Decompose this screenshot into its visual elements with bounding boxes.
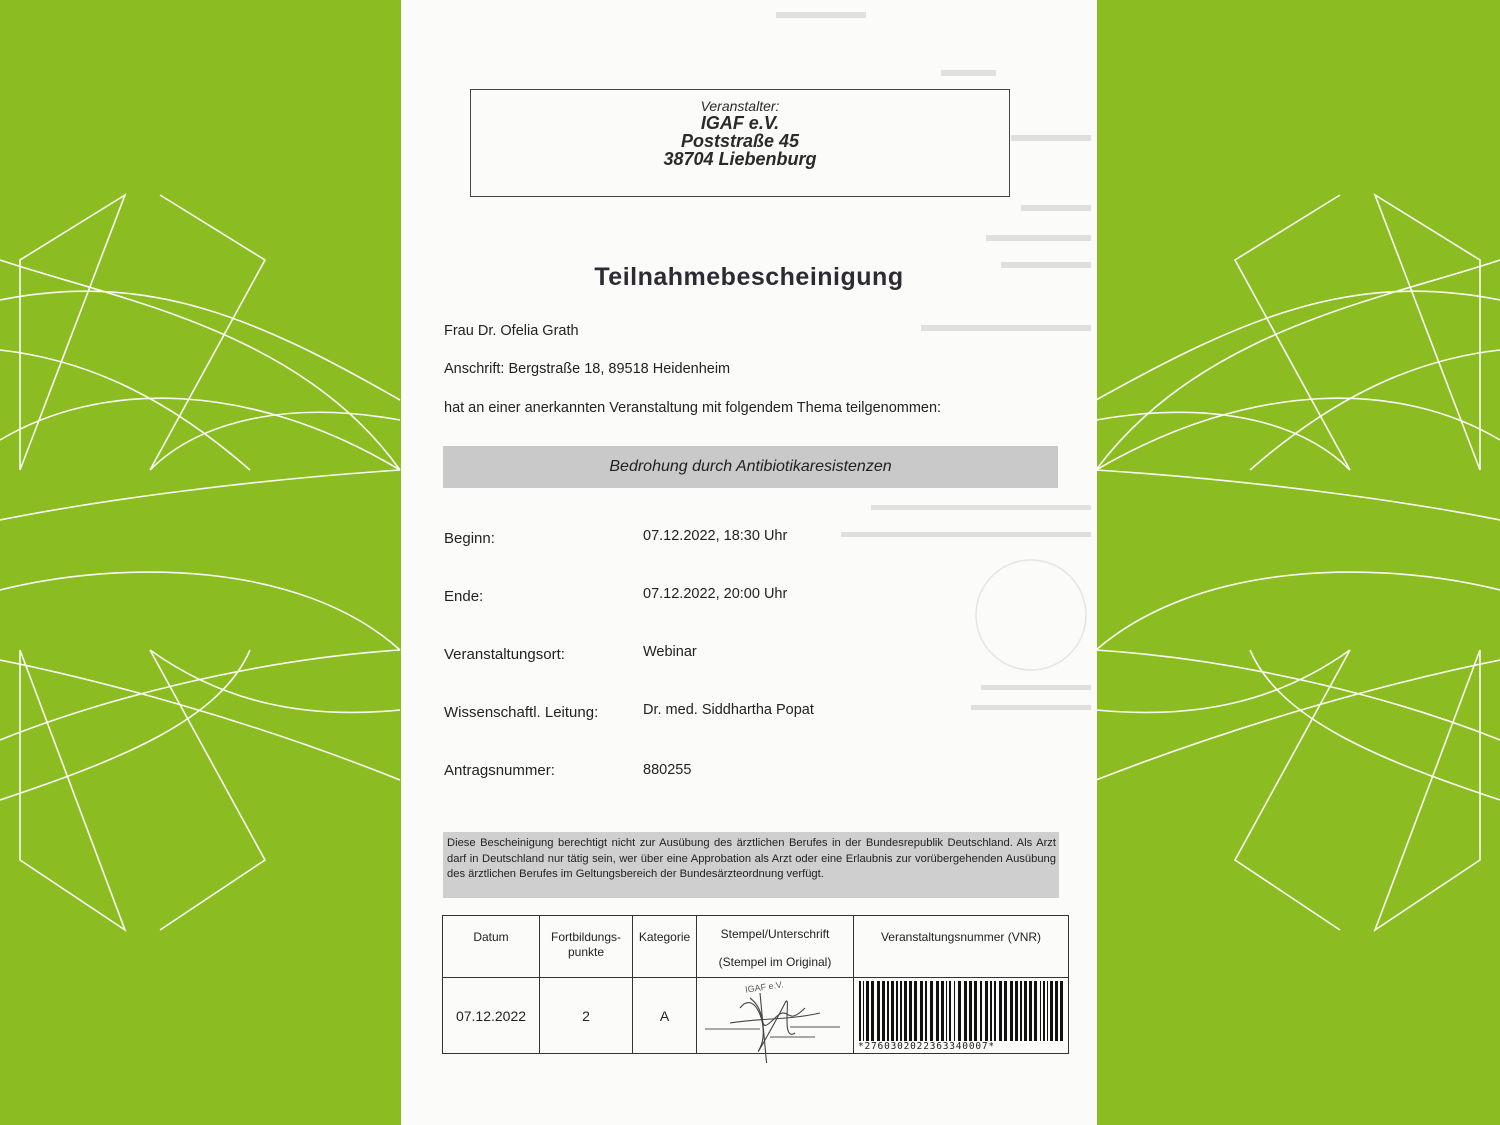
organizer-box	[470, 89, 1010, 197]
detail-value-end: 07.12.2022, 20:00 Uhr	[643, 586, 788, 602]
value-category: A	[633, 978, 697, 1054]
organizer-street: Poststraße 45	[680, 131, 800, 151]
stamp-signature-cell	[697, 978, 854, 1054]
organizer-city: 38704 Liebenburg	[663, 149, 817, 169]
participation-statement: hat an einer anerkannten Veranstaltung mit folgendem Thema teilgenommen:	[444, 400, 942, 416]
header-vnr: Veranstaltungsnummer (VNR)	[854, 916, 1069, 978]
vnr-barcode	[857, 981, 1067, 1045]
stamp-name: IGAF e.V.	[744, 979, 785, 995]
participant-address: Anschrift: Bergstraße 18, 89518 Heidenheim	[444, 361, 731, 377]
detail-label-start: Beginn:	[444, 530, 495, 547]
detail-value-scientific-lead: Dr. med. Siddhartha Popat	[643, 702, 814, 718]
header-date: Datum	[443, 916, 540, 978]
value-points: 2	[540, 978, 633, 1054]
organizer-label: Veranstalter:	[700, 98, 780, 114]
decorative-pattern-left	[0, 0, 402, 1125]
detail-label-location: Veranstaltungsort:	[444, 646, 565, 663]
decorative-pattern-right	[1096, 0, 1500, 1125]
event-topic-band	[443, 446, 1058, 488]
vnr-number: *2760302022363340007*	[858, 1041, 995, 1052]
detail-label-scientific-lead: Wissenschaftl. Leitung:	[444, 704, 599, 721]
certificate-table	[442, 915, 1069, 1054]
header-points-line1: Fortbildungs-	[550, 930, 622, 944]
signature-stamp-icon	[700, 968, 850, 1063]
header-category: Kategorie	[633, 916, 697, 978]
header-points-line2: punkte	[567, 945, 605, 959]
certificate-title: Teilnahmebescheinigung	[594, 263, 904, 291]
detail-label-end: Ende:	[444, 588, 484, 605]
vnr-cell	[854, 978, 1069, 1054]
header-stamp-line2: (Stempel im Original)	[718, 955, 832, 969]
detail-label-application-number: Antragsnummer:	[444, 762, 555, 779]
legal-notice: Diese Bescheinigung berechtigt nicht zur Ausübung des ärztlichen Berufes in der Bundesrepublik Deutschland. Als Arzt darf in Deutschland nur tätig sein, wer über eine Approbation als Arzt oder eine Erlaubnis zur vorübergehenden Ausübung des ärztlichen Berufes im Geltungsbereich der Bundesärzteordnung verfügt.	[443, 832, 1059, 898]
event-topic: Bedrohung durch Antibiotikaresistenzen	[609, 458, 892, 475]
value-date: 07.12.2022	[443, 978, 540, 1054]
detail-value-start: 07.12.2022, 18:30 Uhr	[643, 528, 788, 544]
header-stamp-line1: Stempel/Unterschrift	[720, 927, 830, 941]
detail-value-location: Webinar	[643, 644, 697, 660]
organizer-name: IGAF e.V.	[700, 113, 780, 133]
certificate-document	[401, 0, 1097, 1125]
participant-name: Frau Dr. Ofelia Grath	[444, 323, 579, 339]
header-points	[540, 916, 633, 978]
detail-value-application-number: 880255	[643, 762, 692, 778]
